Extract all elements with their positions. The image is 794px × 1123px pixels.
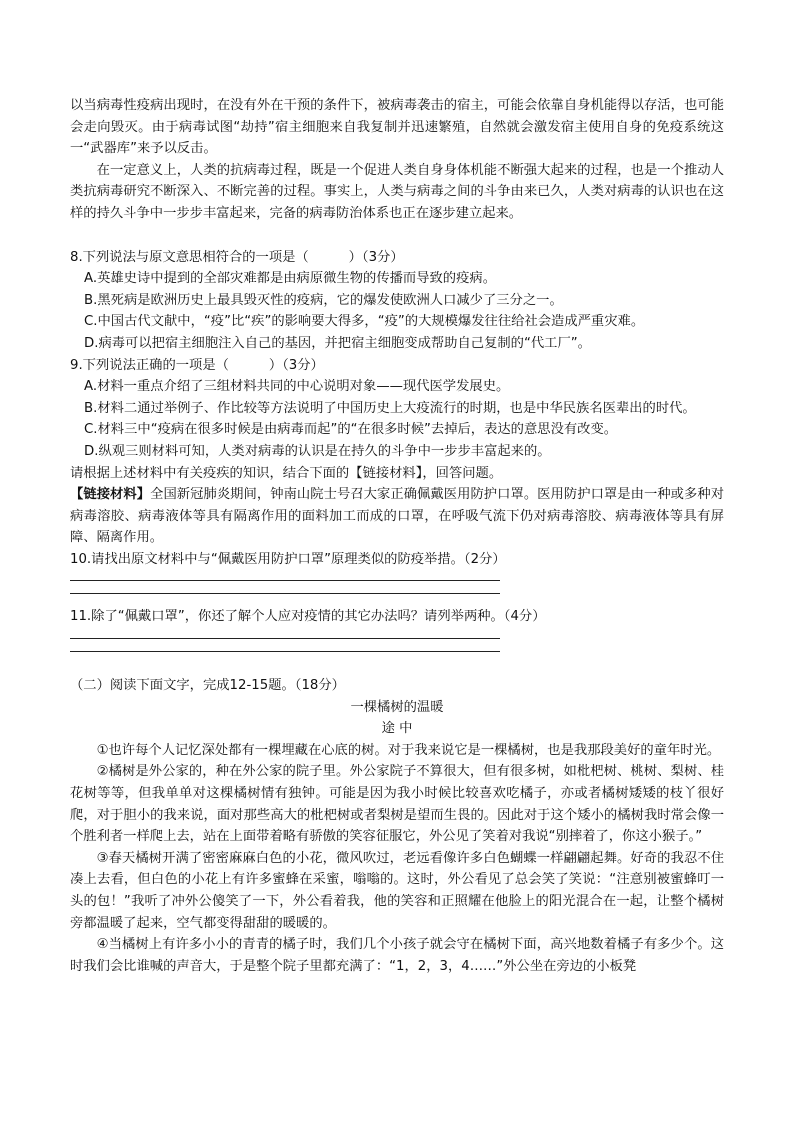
answer-line-10-2[interactable] — [70, 593, 500, 594]
question-8-option-d: D.病毒可以把宿主细胞注入自己的基因，并把宿主细胞变成帮助自己复制的“代工厂”。 — [84, 335, 591, 351]
question-10: 10.请找出原文材料中与“佩戴医用防护口罩”原理类似的防疫举措。（2分） — [70, 551, 506, 567]
answer-line-11-1[interactable] — [70, 638, 500, 639]
spacer — [70, 664, 724, 675]
page-content — [70, 95, 724, 977]
answer-line-10-1[interactable] — [70, 580, 500, 581]
question-8-option-a: A.英雄史诗中提到的全部灾难都是由病原微生物的传播而导致的疫病。 — [84, 271, 496, 287]
link-material — [70, 484, 724, 549]
intro-paragraph-2: 在一定意义上，人类的抗病毒过程，既是一个促进人类自身身体机能不断强大起来的过程，也是一个推动人类抗病毒研究不断深入、不断完善的过程。事实上，人类与病毒之间的斗争由来已久，人类对病毒的认识也在这样的持久斗争中一步步丰富起来，完备的病毒防治体系也正在逐步建立起来。 — [70, 162, 724, 221]
question-8-stem: 8.下列说法与原文意思相符合的一项是（ ）（3分） — [70, 249, 404, 265]
section-2-heading: （二）阅读下面文字，完成12-15题。（18分） — [70, 678, 345, 694]
article-paragraph-3: ③春天橘树开满了密密麻麻白色的小花，微风吹过，老远看像许多白色蝴蝶一样翩翩起舞。好奇的我忍不住凑上去看，但白色的小花上有许多蜜蜂在采蜜，嗡嗡的。这时，外公看见了总会笑了笑说：“注意别被蜜蜂叮一头的包！”我听了冲外公傻笑了一下，外公看着我，他的笑容和正照耀在他脸上的阳光混合在一起，让整个橘树旁都温暖了起来，空气都变得甜甜的暖暖的。 — [70, 850, 724, 931]
article-paragraph-1: ①也许每个人记忆深处都有一棵埋藏在心底的树。对于我来说它是一棵橘树，也是我那段美好的童年时光。 — [96, 742, 721, 758]
question-11: 11.除了“佩戴口罩”，你还了解个人应对疫情的其它办法吗？请列举两种。（4分） — [70, 609, 546, 625]
question-9-option-a: A.材料一重点介绍了三组材料共同的中心说明对象——现代医学发展史。 — [84, 379, 510, 395]
answer-line-11-2[interactable] — [70, 651, 500, 652]
intro-paragraph-1: 以当病毒性疫病出现时，在没有外在干预的条件下，被病毒袭击的宿主，可能会依靠自身机能得以存活，也可能会走向毁灭。由于病毒试图“劫持”宿主细胞来自我复制并迅速繁殖，自然就会激发宿主使用自身的免疫系统这一“武器库”来予以反击。 — [70, 98, 724, 157]
link-instruction: 请根据上述材料中有关疫疾的知识，结合下面的【链接材料】，回答问题。 — [70, 465, 503, 481]
spacer — [70, 225, 724, 247]
link-material-text: 全国新冠肺炎期间，钟南山院士号召大家正确佩戴医用防护口罩。医用防护口罩是由一种或多种对病毒溶胶、病毒液体等具有隔离作用的面料加工而成的口罩，在呼吸气流下仍对病毒溶胶、病毒液体等具有屏障、隔离作用。 — [70, 487, 725, 546]
question-8-option-c: C.中国古代文献中，“疫”比“疾”的影响要大得多，“疫”的大规模爆发往往给社会造成严重灾难。 — [84, 314, 645, 330]
article-paragraph-4: ④当橘树上有许多小小的青青的橘子时，我们几个小孩子就会守在橘树下面，高兴地数着橘子有多少个。这时我们会比谁喊的声音大，于是整个院子里都充满了：“1，2，3，4……”外公坐在旁边的小板凳 — [70, 937, 724, 974]
article-author: 途 中 — [381, 721, 413, 737]
question-9-stem: 9.下列说法正确的一项是（ ）（3分） — [70, 357, 324, 373]
question-9-option-c: C.材料三中“疫病在很多时候是由病毒而起”的“在很多时候”去掉后，表达的意思没有改变。 — [84, 422, 618, 438]
link-material-label: 【链接材料】 — [70, 487, 151, 503]
article-paragraph-2: ②橘树是外公家的，种在外公家的院子里。外公家院子不算很大，但有很多树，如枇杷树、桃树、梨树、桂花树等等，但我单单对这棵橘树情有独钟。可能是因为我小时候比较喜欢吃橘子，亦或者橘树矮矮的枝丫很好爬，对于胆小的我来说，面对那些高大的枇杷树或者梨树是望而生畏的。因此对于这个矮小的橘树我时常会像一个胜利者一样爬上去，站在上面带着略有骄傲的笑容征服它，外公见了笑着对我说“别摔着了，你这小猴子。” — [70, 764, 724, 845]
question-8-option-b: B.黑死病是欧洲历史上最具毁灭性的疫病，它的爆发使欧洲人口减少了三分之一。 — [84, 292, 563, 308]
article-title: 一棵橘树的温暖 — [350, 699, 444, 715]
question-9-option-b: B.材料二通过举例子、作比较等方法说明了中国历史上大疫流行的时期，也是中华民族名医辈出的时代。 — [84, 400, 696, 416]
question-9-option-d: D.纵观三则材料可知，人类对病毒的认识是在持久的斗争中一步步丰富起来的。 — [84, 443, 551, 459]
